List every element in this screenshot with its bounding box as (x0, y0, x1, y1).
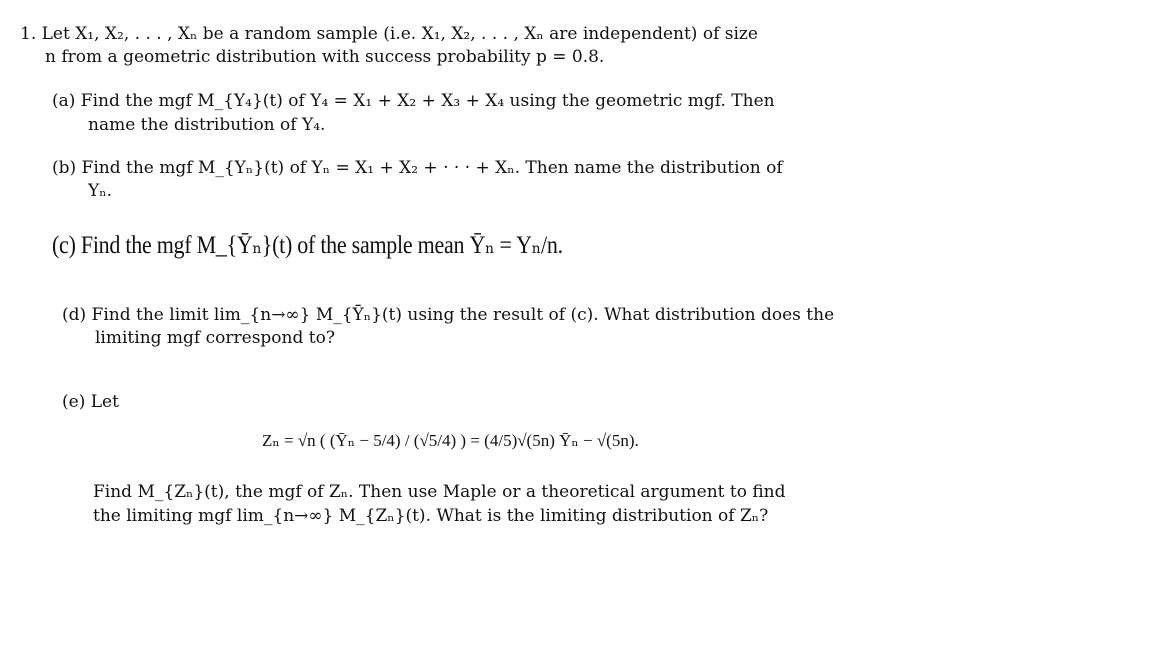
z-n-definition-equation: Zₙ = √n ( (Ȳₙ − 5/4) / (√5/4) ) = (4/5)√(5n) Ȳₙ − √(5n). (262, 431, 639, 450)
intro-line-2: n from a geometric distribution with success probability p = 0.8. (45, 47, 605, 67)
part-e-line-2: the limiting mgf lim_{n→∞} M_{Zₙ}(t). What is the limiting distribution of Zₙ? (93, 506, 769, 526)
intro-line-1: 1. Let X₁, X₂, . . . , Xₙ be a random sample (i.e. X₁, X₂, . . . , Xₙ are independent) of size (20, 24, 758, 44)
part-b-line-1: (b) Find the mgf M_{Yₙ}(t) of Yₙ = X₁ + X₂ + · · · + Xₙ. Then name the distribution of (52, 158, 783, 178)
part-c-line-1: (c) Find the mgf M_{Ȳₙ}(t) of the sample mean Ȳₙ = Yₙ/n. (52, 232, 563, 259)
part-d-line-1: (d) Find the limit lim_{n→∞} M_{Ȳₙ}(t) using the result of (c). What distribution does the (62, 305, 835, 325)
part-e-label: (e) Let (62, 392, 119, 412)
part-a-line-1: (a) Find the mgf M_{Y₄}(t) of Y₄ = X₁ + X₂ + X₃ + X₄ using the geometric mgf. Then (52, 91, 775, 111)
part-a-line-2: name the distribution of Y₄. (88, 115, 326, 135)
part-d-line-2: limiting mgf correspond to? (95, 328, 335, 348)
part-b-line-2: Yₙ. (88, 181, 112, 201)
part-e-line-1: Find M_{Zₙ}(t), the mgf of Zₙ. Then use Maple or a theoretical argument to find (93, 482, 786, 502)
